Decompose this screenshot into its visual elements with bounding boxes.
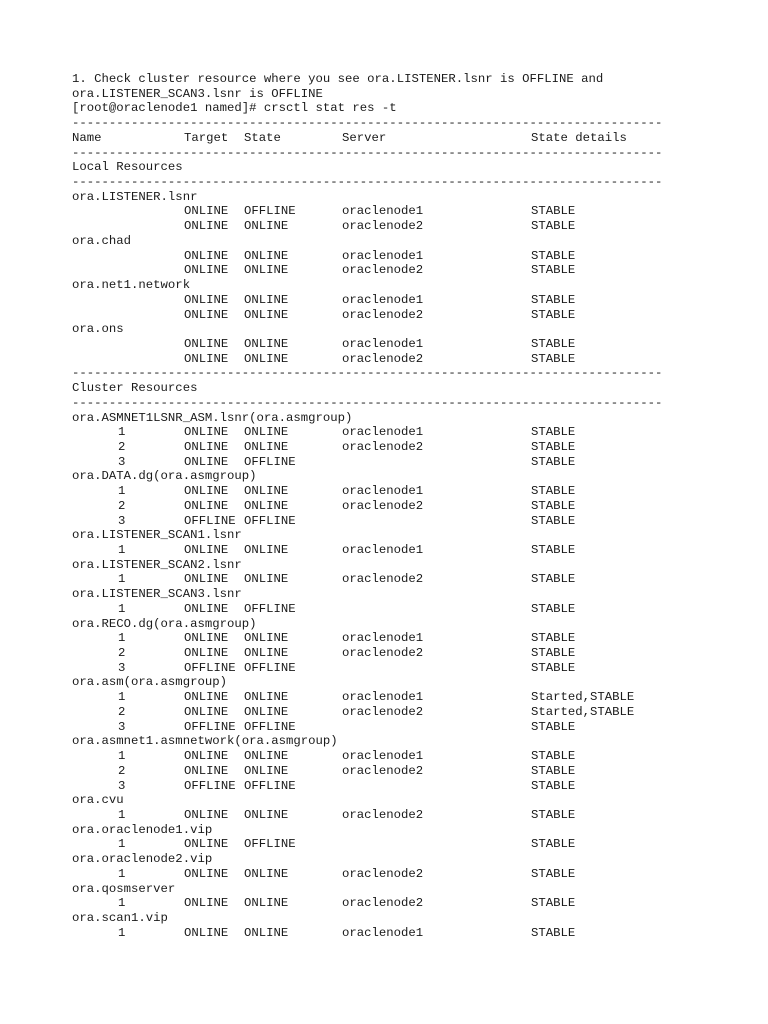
resource-row [72,219,712,234]
instance-number-value: 1 [118,690,126,705]
resource-name: ora.LISTENER_SCAN2.lsnr [72,557,242,572]
server-value: oraclenode2 [342,498,424,513]
separator: -------------------------------------------------------------------------------- [72,395,663,410]
resource-row [72,308,712,323]
intro-line-2: ora.LISTENER_SCAN3.lsnr is OFFLINE [72,86,323,101]
instance-number-value: 2 [118,763,126,778]
target-value: ONLINE [184,704,229,719]
state-value: ONLINE [244,572,289,587]
resource-name: ora.scan1.vip [72,910,168,925]
state-details-value: STABLE [531,719,576,734]
state-details-value: STABLE [531,807,576,822]
instance-number [72,867,184,882]
resource-row [72,440,712,455]
target-value: ONLINE [184,543,229,557]
target-value: ONLINE [184,631,229,646]
state-value: ONLINE [244,896,289,911]
server-value: oraclenode1 [342,631,424,646]
state-value: ONLINE [244,631,289,646]
state-value: OFFLINE [244,660,296,675]
server-value: oraclenode2 [342,866,424,881]
instance-number [72,425,184,440]
state-value: ONLINE [244,351,289,366]
resource-row [72,425,712,440]
resource-row [72,661,712,676]
resource-row [72,484,712,499]
target-value: ONLINE [184,248,229,263]
instance-number [72,543,184,558]
resource-name: ora.oraclenode2.vip [72,852,213,867]
instance-number [72,572,184,587]
header-server: Server [342,130,387,145]
state-details-value: STABLE [531,336,576,351]
target-value: ONLINE [184,925,229,940]
target-value: ONLINE [184,646,229,661]
instance-number [72,764,184,779]
instance-number [72,219,184,234]
target-value: ONLINE [184,351,229,366]
instance-number [72,602,184,617]
resource-row [72,514,712,529]
state-value: ONLINE [244,543,289,557]
resource-name: ora.qosmserver [72,881,176,896]
state-details-value: Started,STABLE [531,704,635,719]
state-details-value: STABLE [531,543,576,557]
instance-number-value: 1 [118,631,126,646]
instance-number [72,308,184,323]
instance-number-value: 2 [118,704,126,719]
header-target: Target [184,130,229,145]
resource-row [72,896,712,911]
state-details-value: STABLE [531,601,576,616]
resource-name: ora.ASMNET1LSNR_ASM.lsnr(ora.asmgroup) [72,410,353,425]
resource-row [72,779,712,794]
state-value: OFFLINE [244,204,296,219]
state-details-value: STABLE [531,660,576,675]
instance-number-value: 3 [118,719,126,734]
target-value: ONLINE [184,866,229,881]
resource-row [72,631,712,646]
server-value: oraclenode1 [342,336,424,351]
state-value: ONLINE [244,646,289,661]
server-value: oraclenode2 [342,219,424,234]
instance-number-value: 1 [118,484,126,499]
state-value: OFFLINE [244,778,296,793]
resource-name: ora.LISTENER.lsnr [72,189,198,204]
target-value: ONLINE [184,690,229,705]
state-value: ONLINE [244,292,289,307]
target-value: ONLINE [184,601,229,616]
target-value: ONLINE [184,807,229,822]
resource-row [72,204,712,219]
state-value: ONLINE [244,690,289,705]
state-value: OFFLINE [244,837,296,852]
target-value: ONLINE [184,292,229,307]
state-details-value: STABLE [531,351,576,366]
instance-number [72,263,184,278]
instance-number [72,499,184,514]
resource-name: ora.net1.network [72,278,191,293]
server-value: oraclenode1 [342,925,424,940]
state-value: ONLINE [244,248,289,263]
state-details-value: Started,STABLE [531,690,635,705]
instance-number [72,749,184,764]
instance-number-value: 1 [118,925,126,940]
resource-row [72,720,712,735]
state-value: ONLINE [244,498,289,513]
instance-number [72,896,184,911]
instance-number [72,837,184,852]
state-value: ONLINE [244,263,289,278]
instance-number-value: 1 [118,749,126,764]
resource-name: ora.RECO.dg(ora.asmgroup) [72,616,257,631]
resource-row [72,352,712,367]
state-details-value: STABLE [531,498,576,513]
target-value: ONLINE [184,837,229,852]
state-details-value: STABLE [531,778,576,793]
instance-number [72,293,184,308]
target-value: ONLINE [184,263,229,278]
server-value: oraclenode2 [342,572,424,587]
server-value: oraclenode2 [342,646,424,661]
state-details-value: STABLE [531,646,576,661]
instance-number [72,705,184,720]
resource-row [72,293,712,308]
server-value: oraclenode1 [342,543,424,557]
resource-row [72,602,712,617]
target-value: ONLINE [184,484,229,499]
instance-number-value: 3 [118,778,126,793]
instance-number-value: 1 [118,543,126,557]
state-details-value: STABLE [531,896,576,911]
shell-command: [root@oraclenode1 named]# crsctl stat res -t [72,101,397,116]
target-value: ONLINE [184,307,229,322]
target-value: OFFLINE [184,513,236,528]
target-value: ONLINE [184,425,229,440]
table-header [72,131,712,146]
instance-number-value: 1 [118,601,126,616]
target-value: OFFLINE [184,778,236,793]
server-value: oraclenode1 [342,690,424,705]
state-value: ONLINE [244,807,289,822]
state-value: ONLINE [244,866,289,881]
separator: -------------------------------------------------------------------------------- [72,175,663,190]
instance-number [72,690,184,705]
instance-number [72,484,184,499]
resource-row [72,764,712,779]
section-title-local: Local Resources [72,160,183,175]
resource-row [72,867,712,882]
server-value: oraclenode2 [342,763,424,778]
state-details-value: STABLE [531,425,576,440]
instance-number [72,455,184,470]
instance-number-value: 3 [118,454,126,469]
state-value: ONLINE [244,749,289,764]
server-value: oraclenode1 [342,425,424,440]
target-value: OFFLINE [184,660,236,675]
state-value: OFFLINE [244,513,296,528]
state-details-value: STABLE [531,484,576,499]
cluster-resources-list [72,411,712,941]
state-details-value: STABLE [531,219,576,234]
resource-row [72,499,712,514]
instance-number [72,779,184,794]
instance-number [72,661,184,676]
instance-number [72,808,184,823]
server-value: oraclenode2 [342,439,424,454]
resource-name: ora.DATA.dg(ora.asmgroup) [72,469,257,484]
state-details-value: STABLE [531,292,576,307]
resource-name: ora.ons [72,322,124,337]
resource-name: ora.cvu [72,793,124,808]
resource-row [72,543,712,558]
header-state: State [244,130,281,145]
crsctl-output-document [72,72,712,940]
state-value: OFFLINE [244,719,296,734]
instance-number [72,440,184,455]
separator: -------------------------------------------------------------------------------- [72,145,663,160]
state-details-value: STABLE [531,749,576,764]
server-value: oraclenode2 [342,263,424,278]
state-details-value: STABLE [531,204,576,219]
header-name: Name [72,130,102,145]
resource-name: ora.oraclenode1.vip [72,822,213,837]
state-details-value: STABLE [531,866,576,881]
resource-name: ora.asm(ora.asmgroup) [72,675,227,690]
instance-number [72,514,184,529]
state-details-value: STABLE [531,925,576,940]
instance-number-value: 1 [118,572,126,587]
target-value: ONLINE [184,454,229,469]
instance-number [72,646,184,661]
target-value: ONLINE [184,572,229,587]
resource-row [72,263,712,278]
instance-number [72,926,184,941]
state-value: ONLINE [244,307,289,322]
instance-number-value: 1 [118,425,126,440]
state-details-value: STABLE [531,454,576,469]
state-details-value: STABLE [531,248,576,263]
server-value: oraclenode2 [342,896,424,911]
state-details-value: STABLE [531,307,576,322]
instance-number [72,249,184,264]
instance-number-value: 1 [118,866,126,881]
resource-row [72,705,712,720]
target-value: ONLINE [184,219,229,234]
resource-row [72,837,712,852]
intro-line-1: 1. Check cluster resource where you see ora.LISTENER.lsnr is OFFLINE and [72,72,604,86]
target-value: ONLINE [184,896,229,911]
server-value: oraclenode2 [342,307,424,322]
instance-number-value: 2 [118,439,126,454]
state-details-value: STABLE [531,631,576,646]
instance-number [72,337,184,352]
instance-number-value: 1 [118,896,126,911]
state-value: ONLINE [244,763,289,778]
server-value: oraclenode2 [342,807,424,822]
target-value: OFFLINE [184,719,236,734]
server-value: oraclenode1 [342,749,424,764]
state-value: ONLINE [244,704,289,719]
target-value: ONLINE [184,439,229,454]
separator: -------------------------------------------------------------------------------- [72,366,663,381]
header-state-details: State details [531,130,627,145]
resource-row [72,572,712,587]
separator: -------------------------------------------------------------------------------- [72,116,663,131]
resource-row [72,749,712,764]
server-value: oraclenode1 [342,204,424,219]
state-value: ONLINE [244,484,289,499]
server-value: oraclenode2 [342,704,424,719]
state-value: OFFLINE [244,454,296,469]
state-details-value: STABLE [531,263,576,278]
server-value: oraclenode2 [342,351,424,366]
server-value: oraclenode1 [342,248,424,263]
resource-row [72,926,712,941]
state-details-value: STABLE [531,763,576,778]
server-value: oraclenode1 [342,484,424,499]
state-details-value: STABLE [531,837,576,852]
instance-number-value: 2 [118,646,126,661]
state-value: ONLINE [244,439,289,454]
resource-name: ora.LISTENER_SCAN3.lsnr [72,587,242,602]
state-value: ONLINE [244,925,289,940]
target-value: ONLINE [184,204,229,219]
state-details-value: STABLE [531,572,576,587]
instance-number-value: 1 [118,807,126,822]
target-value: ONLINE [184,498,229,513]
resource-row [72,808,712,823]
state-value: ONLINE [244,336,289,351]
resource-row [72,455,712,470]
resource-row [72,646,712,661]
resource-row [72,337,712,352]
resource-name: ora.LISTENER_SCAN1.lsnr [72,528,242,543]
target-value: ONLINE [184,336,229,351]
state-value: ONLINE [244,425,289,440]
resource-name: ora.chad [72,233,132,248]
instance-number-value: 3 [118,513,126,528]
instance-number [72,720,184,735]
instance-number [72,631,184,646]
resource-name: ora.asmnet1.asmnetwork(ora.asmgroup) [72,734,338,749]
instance-number [72,352,184,367]
state-value: OFFLINE [244,601,296,616]
target-value: ONLINE [184,763,229,778]
server-value: oraclenode1 [342,292,424,307]
target-value: ONLINE [184,749,229,764]
instance-number [72,204,184,219]
resource-row [72,690,712,705]
state-value: ONLINE [244,219,289,234]
resource-row [72,249,712,264]
instance-number-value: 3 [118,660,126,675]
instance-number-value: 2 [118,498,126,513]
state-details-value: STABLE [531,439,576,454]
state-details-value: STABLE [531,513,576,528]
instance-number-value: 1 [118,837,126,852]
local-resources-list [72,190,712,367]
section-title-cluster: Cluster Resources [72,381,198,396]
